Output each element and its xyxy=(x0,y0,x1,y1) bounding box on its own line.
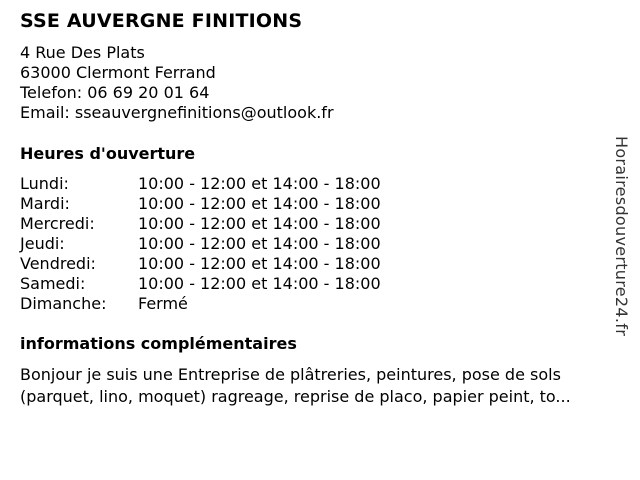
hours-day-label: Lundi: xyxy=(20,174,69,193)
hours-day-label: Samedi: xyxy=(20,274,86,293)
hours-day-label: Mercredi: xyxy=(20,214,95,233)
hours-time-value: 10:00 - 12:00 et 14:00 - 18:00 xyxy=(138,254,381,273)
phone-number: Telefon: 06 69 20 01 64 xyxy=(20,83,210,102)
hours-time-value: 10:00 - 12:00 et 14:00 - 18:00 xyxy=(138,214,381,233)
city-address: 63000 Clermont Ferrand xyxy=(20,63,216,82)
hours-time-value: 10:00 - 12:00 et 14:00 - 18:00 xyxy=(138,194,381,213)
hours-time-value: 10:00 - 12:00 et 14:00 - 18:00 xyxy=(138,234,381,253)
info-text-line: Bonjour je suis une Entreprise de plâtreries, peintures, pose de sols xyxy=(20,365,561,384)
additional-info-text xyxy=(20,364,630,408)
street-address: 4 Rue Des Plats xyxy=(20,43,145,62)
hours-day-label: Vendredi: xyxy=(20,254,96,273)
hours-time-value: 10:00 - 12:00 et 14:00 - 18:00 xyxy=(138,174,381,193)
address-block xyxy=(20,43,334,123)
email-address: Email: sseauvergnefinitions@outlook.fr xyxy=(20,103,334,122)
hours-day-label: Jeudi: xyxy=(20,234,65,253)
business-name: SSE AUVERGNE FINITIONS xyxy=(20,10,303,32)
info-text-line: (parquet, lino, moquet) ragreage, reprise de placo, papier peint, to... xyxy=(20,387,571,406)
hours-time-value: 10:00 - 12:00 et 14:00 - 18:00 xyxy=(138,274,381,293)
hours-time-value: Fermé xyxy=(138,294,188,313)
additional-info-heading: informations complémentaires xyxy=(20,334,297,353)
hours-day-label: Dimanche: xyxy=(20,294,107,313)
site-watermark: Horairesdouverture24.fr xyxy=(612,136,631,337)
opening-hours-heading: Heures d'ouverture xyxy=(20,144,196,163)
hours-day-label: Mardi: xyxy=(20,194,70,213)
